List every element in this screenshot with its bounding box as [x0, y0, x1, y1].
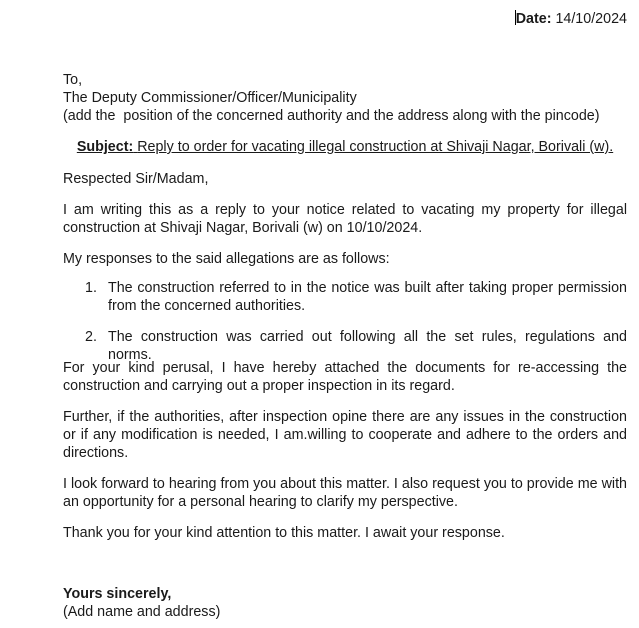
recipient-note: (add the position of the concerned authority and the address along with the pincode)	[63, 108, 600, 124]
signoff: Yours sincerely,	[63, 586, 172, 602]
date-value: 14/10/2024	[555, 11, 627, 27]
recipient-title: The Deputy Commissioner/Officer/Municipality	[63, 90, 357, 106]
subject-text: Reply to order for vacating illegal construction at Shivaji Nagar, Borivali (w).	[137, 139, 614, 155]
thanks-paragraph: Thank you for your kind attention to this matter. I await your response.	[63, 525, 505, 541]
closing-block	[63, 585, 627, 621]
intro-paragraph: I am writing this as a reply to your notice related to vacating my property for illegal construction at Shivaji Nagar, Borivali (w) on 10/10/2024.	[63, 202, 627, 236]
further-paragraph: Further, if the authorities, after inspection opine there are any issues in the construction or if any modification is needed, I am.willing to cooperate and adhere to the orders and directions.	[63, 409, 627, 461]
subject-label: Subject:	[76, 139, 134, 155]
date-line	[515, 10, 627, 28]
list-item-number: 1.	[85, 280, 97, 296]
hearing-paragraph: I look forward to hearing from you about this matter. I also request you to provide me with an opportunity for a personal hearing to clarify my perspective.	[63, 476, 627, 510]
list-item-number: 2.	[85, 329, 97, 345]
subject-line	[63, 138, 627, 156]
recipient-block	[63, 71, 627, 125]
signature-note: (Add name and address)	[63, 604, 221, 620]
list-item-text: The construction was carried out following all the set rules, regulations and norms.	[108, 329, 627, 363]
salutation: Respected Sir/Madam,	[63, 171, 209, 187]
responses-intro: My responses to the said allegations are as follows:	[63, 251, 390, 267]
recipient-to: To,	[63, 72, 83, 88]
date-label: Date:	[515, 11, 552, 27]
perusal-paragraph: For your kind perusal, I have hereby attached the documents for re-accessing the construction and carrying out a proper inspection in its regard.	[63, 360, 627, 394]
list-item-text: The construction referred to in the notice was built after taking proper permission from the concerned authorities.	[108, 280, 627, 314]
responses-list	[63, 279, 627, 364]
list-item	[63, 279, 627, 315]
